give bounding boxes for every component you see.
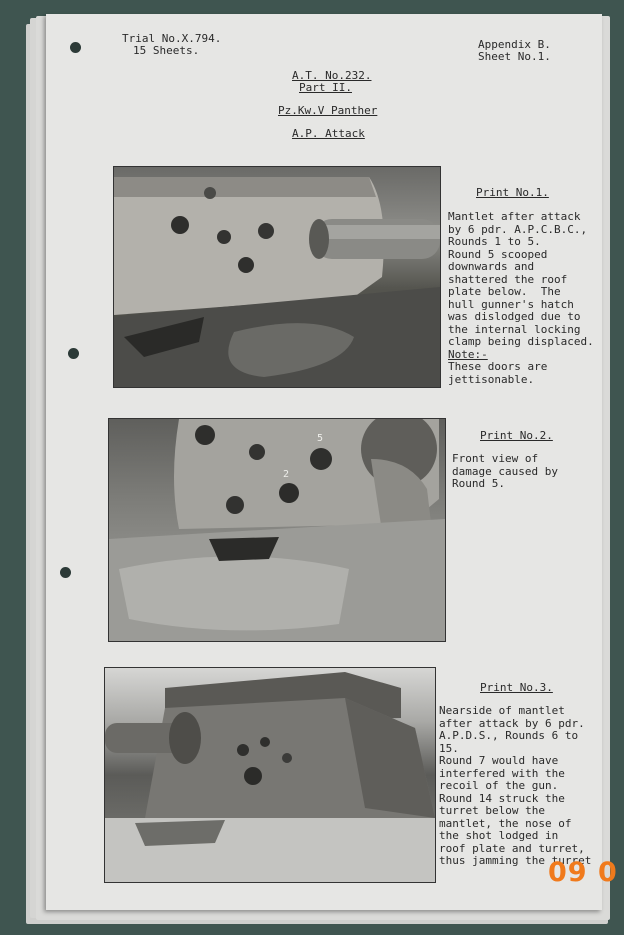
print-1-note-line: These doors are <box>448 360 548 373</box>
print-3-line: Round 7 would have <box>439 754 559 767</box>
photo-print-2 <box>108 418 446 642</box>
sheet-count: 15 Sheets. <box>133 44 200 57</box>
print-1-line: was dislodged due to <box>448 310 581 323</box>
print-3-line: turret below the <box>439 804 545 817</box>
print-1-line: the internal locking <box>448 322 581 336</box>
print-3-line: recoil of the gun. <box>439 779 559 792</box>
print-3-line: interfered with the <box>439 766 565 780</box>
camera-date-stamp: 09 0 <box>548 857 618 888</box>
print-1-line: clamp being displaced. <box>448 335 594 348</box>
print-3-line: 15. <box>439 741 459 755</box>
print-3-caption <box>439 705 591 868</box>
print-1-line: plate below. The <box>448 285 561 298</box>
print-2-line: damage caused by <box>452 464 558 478</box>
report-number: A.T. No.232. <box>292 69 372 82</box>
print-1-line: Round 5 scooped <box>448 247 548 261</box>
appendix-label: Appendix B. <box>478 38 551 51</box>
print-3-line: roof plate and turret, <box>439 841 585 855</box>
print-3-line: A.P.D.S., Rounds 6 to <box>439 729 579 742</box>
print-1-line: hull gunner's hatch <box>448 297 574 311</box>
print-2-heading: Print No.2. <box>480 429 553 442</box>
punch-hole-bottom <box>60 567 71 578</box>
print-1-note-line: jettisonable. <box>448 372 535 386</box>
print-2-line: Round 5. <box>452 477 505 490</box>
print-3-line: Round 14 struck the <box>439 791 565 805</box>
print-1-heading: Print No.1. <box>476 186 549 199</box>
vehicle-name: Pz.Kw.V Panther <box>278 104 378 117</box>
print-3-line: thus jamming the turret <box>439 854 592 867</box>
print-2-caption <box>452 453 558 491</box>
photo-marking-5: 5 <box>317 433 324 444</box>
print-1-line: downwards and <box>448 260 535 273</box>
print-1-line: Rounds 1 to 5. <box>448 235 541 248</box>
report-part: Part II. <box>299 81 352 94</box>
print-1-line: shattered the roof <box>448 272 568 286</box>
print-3-line: the shot lodged in <box>439 829 559 842</box>
print-1-note-label: Note:- <box>448 347 488 361</box>
trial-number: Trial No.X.794. <box>122 32 222 45</box>
print-1-line: Mantlet after attack <box>448 210 581 223</box>
sheet-number: Sheet No.1. <box>478 50 551 63</box>
print-3-line: Nearside of mantlet <box>439 704 565 717</box>
attack-type: A.P. Attack <box>292 127 365 140</box>
print-1-caption <box>448 211 594 386</box>
print-2-line: Front view of <box>452 452 539 465</box>
punch-hole-top <box>70 42 81 53</box>
photo-print-3 <box>104 667 436 883</box>
print-3-heading: Print No.3. <box>480 681 553 694</box>
print-3-line: mantlet, the nose of <box>439 816 572 830</box>
print-1-line: by 6 pdr. A.P.C.B.C., <box>448 222 588 236</box>
photo-marking-2: 2 <box>283 469 290 480</box>
photo-print-1 <box>113 166 441 388</box>
print-3-line: after attack by 6 pdr. <box>439 716 585 730</box>
punch-hole-middle <box>68 348 79 359</box>
